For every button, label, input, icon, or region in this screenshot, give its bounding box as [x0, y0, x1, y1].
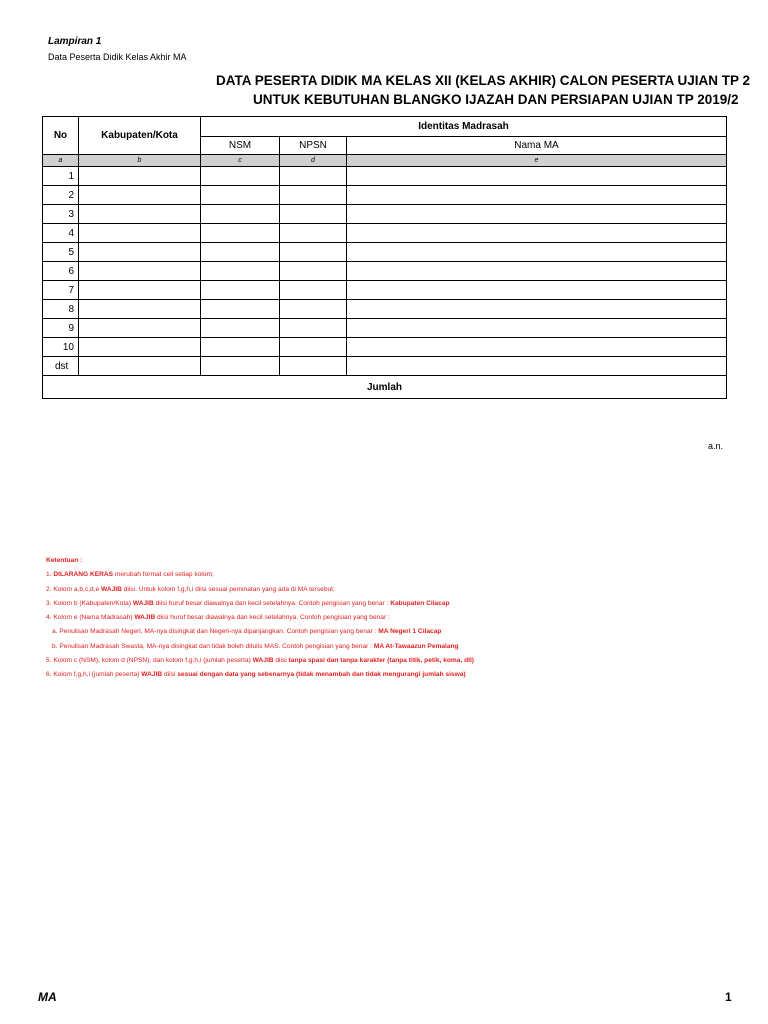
cell-nsm[interactable] [201, 186, 280, 205]
cell-kabupaten[interactable] [79, 224, 201, 243]
document-subtitle: Data Peserta Didik Kelas Akhir MA [48, 52, 187, 62]
signature-an-label: a.n. [708, 441, 724, 451]
cell-nsm[interactable] [201, 167, 280, 186]
cell-npsn[interactable] [280, 300, 347, 319]
column-letter: d [280, 155, 347, 167]
cell-nama-ma[interactable] [347, 167, 727, 186]
cell-kabupaten[interactable] [79, 300, 201, 319]
column-group-identitas-madrasah: Identitas Madrasah [201, 117, 727, 137]
table-row [43, 281, 727, 300]
cell-kabupaten[interactable] [79, 338, 201, 357]
cell-npsn[interactable] [280, 243, 347, 262]
cell-nsm[interactable] [201, 243, 280, 262]
document-title-line-1: DATA PESERTA DIDIK MA KELAS XII (KELAS AKHIR) CALON PESERTA UJIAN TP 2 [216, 73, 751, 88]
cell-nsm[interactable] [201, 205, 280, 224]
rules-section [46, 554, 474, 683]
row-number: 6 [43, 262, 79, 281]
rule-4a: a. Penulisan Madrasah Negeri, MA-nya disingkat dan Negeri-nya dipanjangkan. Contoh pengisian yang benar : MA Negeri 1 Cilacap [52, 628, 442, 636]
cell-nama-ma[interactable] [347, 205, 727, 224]
cell-nama-ma[interactable] [347, 338, 727, 357]
row-number: 9 [43, 319, 79, 338]
column-letter: a [43, 155, 79, 167]
cell-npsn[interactable] [280, 319, 347, 338]
cell-nama-ma[interactable] [347, 262, 727, 281]
rule-6: 6. Kolom f,g,h,i (jumlah peserta) WAJIB diisi sesuai dengan data yang sebenarnya (tidak menambah dan tidak mengurangi jumlah siswa) [46, 671, 466, 679]
column-header-nama-ma: Nama MA [347, 137, 727, 155]
table-row [43, 357, 727, 376]
cell-kabupaten[interactable] [79, 167, 201, 186]
row-number: 1 [43, 167, 79, 186]
cell-nsm[interactable] [201, 300, 280, 319]
cell-nama-ma[interactable] [347, 243, 727, 262]
cell-nama-ma[interactable] [347, 319, 727, 338]
cell-npsn[interactable] [280, 338, 347, 357]
table-row [43, 205, 727, 224]
rule-2: 2. Kolom a,b,c,d,e WAJIB diisi. Untuk kolom f,g,h,i diisi sesuai peminatan yang ada di MA tersebut; [46, 585, 335, 593]
table-row [43, 319, 727, 338]
column-letter: e [347, 155, 727, 167]
cell-nama-ma[interactable] [347, 281, 727, 300]
rule-4b: b. Penulisan Madrasah Swasta, MA-nya disingkat dan tidak boleh ditulis MAS. Contoh pengisian yang benar : MA At-Tawaazun Pemalang [52, 642, 459, 650]
rule-4: 4. Kolom e (Nama Madrasah) WAJIB diisi huruf besar diawalnya dan kecil setelahnya. Contoh pengisian yang benar : [46, 614, 390, 622]
cell-npsn[interactable] [280, 167, 347, 186]
table-row [43, 300, 727, 319]
table-row [43, 338, 727, 357]
lampiran-label: Lampiran 1 [48, 36, 102, 47]
table-row [43, 243, 727, 262]
cell-npsn[interactable] [280, 281, 347, 300]
row-number: 8 [43, 300, 79, 319]
cell-kabupaten[interactable] [79, 205, 201, 224]
cell-nsm[interactable] [201, 281, 280, 300]
cell-npsn[interactable] [280, 205, 347, 224]
row-number: dst [43, 357, 79, 376]
total-row [43, 376, 727, 399]
cell-kabupaten[interactable] [79, 357, 201, 376]
row-number: 2 [43, 186, 79, 205]
column-header-nsm: NSM [201, 137, 280, 155]
cell-nsm[interactable] [201, 262, 280, 281]
row-number: 3 [43, 205, 79, 224]
column-header-kabupaten: Kabupaten/Kota [79, 117, 201, 155]
page-number: 1 [725, 990, 732, 1004]
cell-npsn[interactable] [280, 186, 347, 205]
table-row [43, 167, 727, 186]
cell-nsm[interactable] [201, 319, 280, 338]
cell-npsn[interactable] [280, 262, 347, 281]
column-letter-row [43, 155, 727, 167]
rules-heading: Ketentuan : [46, 557, 83, 564]
total-label: Jumlah [43, 376, 727, 399]
row-number: 7 [43, 281, 79, 300]
cell-nsm[interactable] [201, 224, 280, 243]
cell-kabupaten[interactable] [79, 186, 201, 205]
table-row [43, 224, 727, 243]
column-header-npsn: NPSN [280, 137, 347, 155]
cell-nama-ma[interactable] [347, 300, 727, 319]
rule-5: 5. Kolom c (NSM), kolom d (NPSN), dan kolom f,g,h,i (jumlah peserta) WAJIB diisi tanpa spasi dan tanpa karakter (tanpa titik, petik, koma, dll) [46, 657, 475, 665]
row-number: 10 [43, 338, 79, 357]
cell-kabupaten[interactable] [79, 281, 201, 300]
cell-nama-ma[interactable] [347, 224, 727, 243]
cell-kabupaten[interactable] [79, 262, 201, 281]
cell-nsm[interactable] [201, 338, 280, 357]
footer-left-label: MA [38, 990, 57, 1004]
rule-3: 3. Kolom b (Kabupaten/Kota) WAJIB diisi huruf besar diawalnya dan kecil setelahnya. Contoh pengisian yang benar : Kabupaten Cilacap [46, 599, 450, 607]
column-letter: c [201, 155, 280, 167]
column-header-no: No [43, 117, 79, 155]
column-letter: b [79, 155, 201, 167]
row-number: 4 [43, 224, 79, 243]
cell-npsn[interactable] [280, 357, 347, 376]
table-row [43, 186, 727, 205]
rule-1: 1. DILARANG KERAS merubah format cell setiap kolom; [46, 571, 214, 579]
cell-kabupaten[interactable] [79, 319, 201, 338]
cell-nama-ma[interactable] [347, 357, 727, 376]
table-row [43, 262, 727, 281]
cell-nsm[interactable] [201, 357, 280, 376]
row-number: 5 [43, 243, 79, 262]
cell-npsn[interactable] [280, 224, 347, 243]
document-title-line-2: UNTUK KEBUTUHAN BLANGKO IJAZAH DAN PERSIAPAN UJIAN TP 2019/2 [253, 92, 739, 107]
cell-nama-ma[interactable] [347, 186, 727, 205]
cell-kabupaten[interactable] [79, 243, 201, 262]
data-table [42, 116, 727, 399]
